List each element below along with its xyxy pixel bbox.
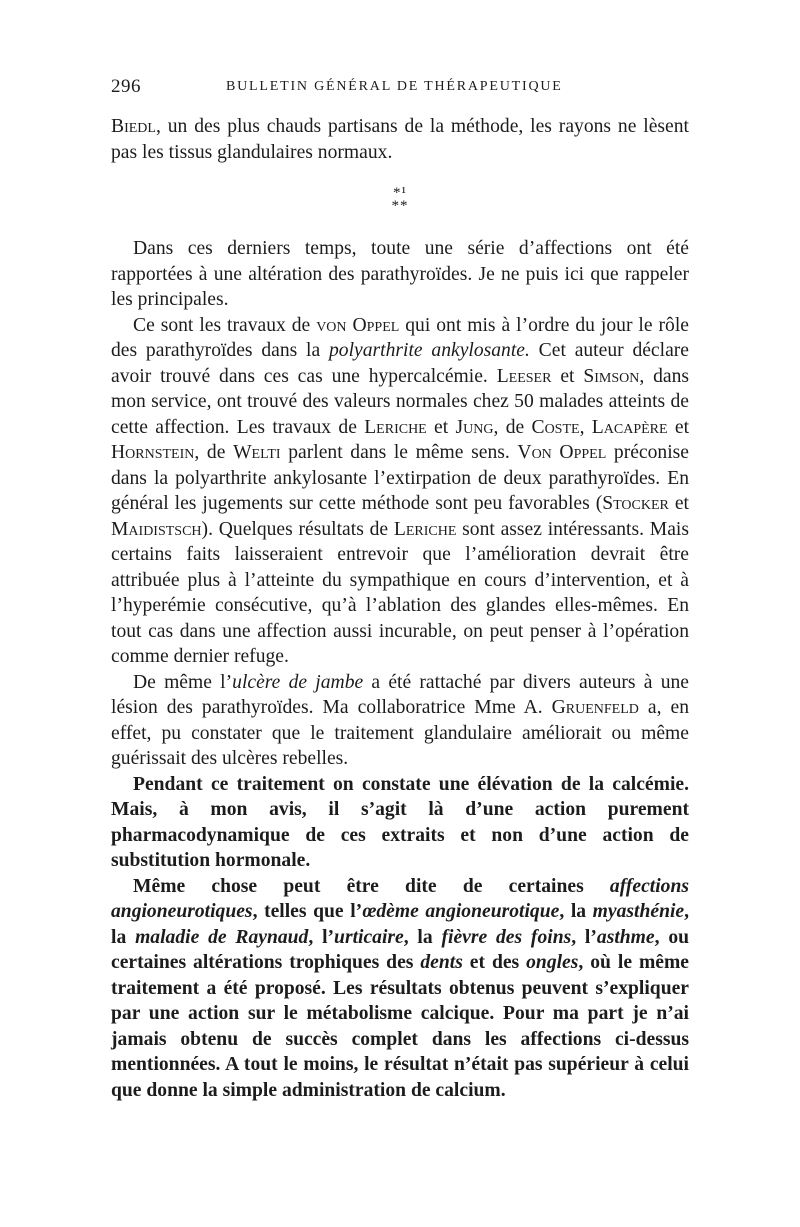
author-name: Jung	[455, 416, 494, 438]
text-run: Pendant ce traitement on constate une élévation de la calcémie. Mais, à mon avis, il s’agit là d’une action purement pharmacodynamique de ces extraits et non d’une action de substitution hormonale.	[111, 773, 689, 871]
text-run: , de	[493, 416, 532, 438]
emphasized-term: affections angioneurotiques	[111, 875, 689, 922]
text-run: Cet auteur déclare avoir trouvé dans ces cas une hypercalcémie.	[111, 340, 689, 387]
text-run: , telles que l’	[252, 901, 363, 922]
paragraph-angioneurotiques	[111, 874, 689, 1104]
text-run: et	[426, 416, 456, 438]
paragraph-biedl	[111, 114, 689, 165]
emphasized-term: œdème angioneurotique	[362, 901, 560, 922]
author-name: Coste	[531, 416, 580, 438]
asterism-top: *¹	[393, 185, 407, 201]
text-run: , la	[403, 926, 442, 948]
author-name: Maidistsch	[111, 518, 202, 540]
text-run: et	[668, 493, 689, 514]
book-page	[111, 76, 689, 1103]
asterism-bottom: **	[391, 198, 409, 214]
author-name: Von Oppel	[517, 442, 607, 463]
text-run: et des	[462, 952, 527, 973]
section-separator-asterism	[111, 187, 689, 213]
paragraph-polyarthrite	[111, 313, 689, 670]
text-run: Même chose peut être dite de certaines	[133, 875, 610, 897]
page-header	[111, 76, 689, 98]
emphasized-term: maladie de Raynaud	[135, 926, 309, 948]
text-run: , de	[194, 442, 234, 463]
text-run: , la	[111, 901, 690, 948]
text-run: et	[551, 365, 584, 387]
text-run: et	[667, 416, 690, 438]
emphasized-term: myasthénie	[592, 901, 685, 922]
author-name: Leriche	[364, 416, 427, 438]
page-number: 296	[111, 76, 141, 97]
text-run: préconise dans la polyarthrite ankylosante l’extirpation de deux parathyroïdes. En général les jugements sur cette méthode sont peu favorables (	[111, 442, 689, 514]
author-name: Welti	[233, 442, 281, 463]
emphasized-term: ongles	[526, 952, 579, 973]
text-run: , l’	[308, 926, 335, 948]
text-run: a été rattaché par divers auteurs à une lésion des parathyroïdes. Ma collaboratrice Mme A.	[111, 671, 689, 718]
emphasized-term: polyarthrite ankylosante.	[329, 340, 530, 361]
text-run: , l’	[571, 926, 597, 948]
author-name: Leeser	[496, 365, 552, 387]
running-title: BULLETIN GÉNÉRAL DE THÉRAPEUTIQUE	[226, 79, 563, 94]
text-run: ,	[579, 416, 592, 438]
text-run: Dans ces derniers temps, toute une série d’affections ont été rapportées à une altération des parathyroïdes. Je ne puis ici que rappeler les principales.	[111, 238, 689, 310]
author-name: Gruenfeld	[551, 697, 639, 718]
text-run: , dans mon service, ont trouvé des valeurs normales chez 50 malades atteints de cette affection. Les travaux de	[111, 365, 690, 438]
text-run: , la	[559, 901, 593, 922]
author-name: Hornstein	[111, 442, 195, 463]
paragraph-calcemie	[111, 772, 689, 874]
emphasized-term: ulcère de jambe	[232, 671, 364, 693]
text-run: , où le même traitement a été proposé. Les résultats obtenus peuvent s’expliquer par une action sur le métabolisme calcique. Pour ma part je n’ai jamais obtenu de succès complet dans les affections ci-dessus mentionnées. A tout le moins, le résultat n’était pas supérieur à celui que donne la simple administration de calcium.	[111, 952, 690, 1101]
author-name: von Oppel	[316, 314, 400, 336]
text-run: ). Quelques résultats de	[201, 518, 394, 540]
text-run: , un des plus chauds partisans de la méthode, les rayons ne lèsent pas les tissus glandulaires normaux.	[111, 116, 689, 163]
text-run: , ou certaines altérations trophiques des	[111, 926, 690, 973]
author-name: Leriche	[393, 518, 457, 540]
author-name: Biedl	[111, 116, 156, 137]
text-run: sont assez intéressants. Mais certains faits laisseraient entrevoir que l’amélioration devrait être attribuée plus à l’atteinte du sympathique en cours d’intervention, et à l’hyperémie consécutive, qu’à l’ablation des glandes elles-mêmes. En tout cas dans une affection aussi incurable, on peut penser à l’opération comme dernier refuge.	[111, 518, 689, 667]
emphasized-term: urticaire	[334, 926, 404, 948]
text-run: qui ont mis à l’ordre du jour le rôle des parathyroïdes dans la	[111, 314, 689, 361]
paragraph-intro-affections	[111, 236, 689, 313]
emphasized-term: asthme	[596, 926, 655, 948]
text-run: a, en effet, pu constater que le traitement glandulaire améliorait ou même guérissait des ulcères rebelles.	[111, 697, 690, 769]
text-run: parlent dans le même sens.	[280, 442, 518, 463]
emphasized-term: fièvre des foins	[441, 926, 572, 948]
emphasized-term: dents	[420, 952, 463, 973]
author-name: Stocker	[602, 493, 669, 514]
author-name: Simson	[583, 365, 640, 387]
paragraph-ulcere	[111, 670, 689, 772]
author-name: Lacapère	[591, 416, 668, 438]
text-run: De même l’	[133, 671, 233, 693]
text-run: Ce sont les travaux de	[133, 314, 317, 336]
